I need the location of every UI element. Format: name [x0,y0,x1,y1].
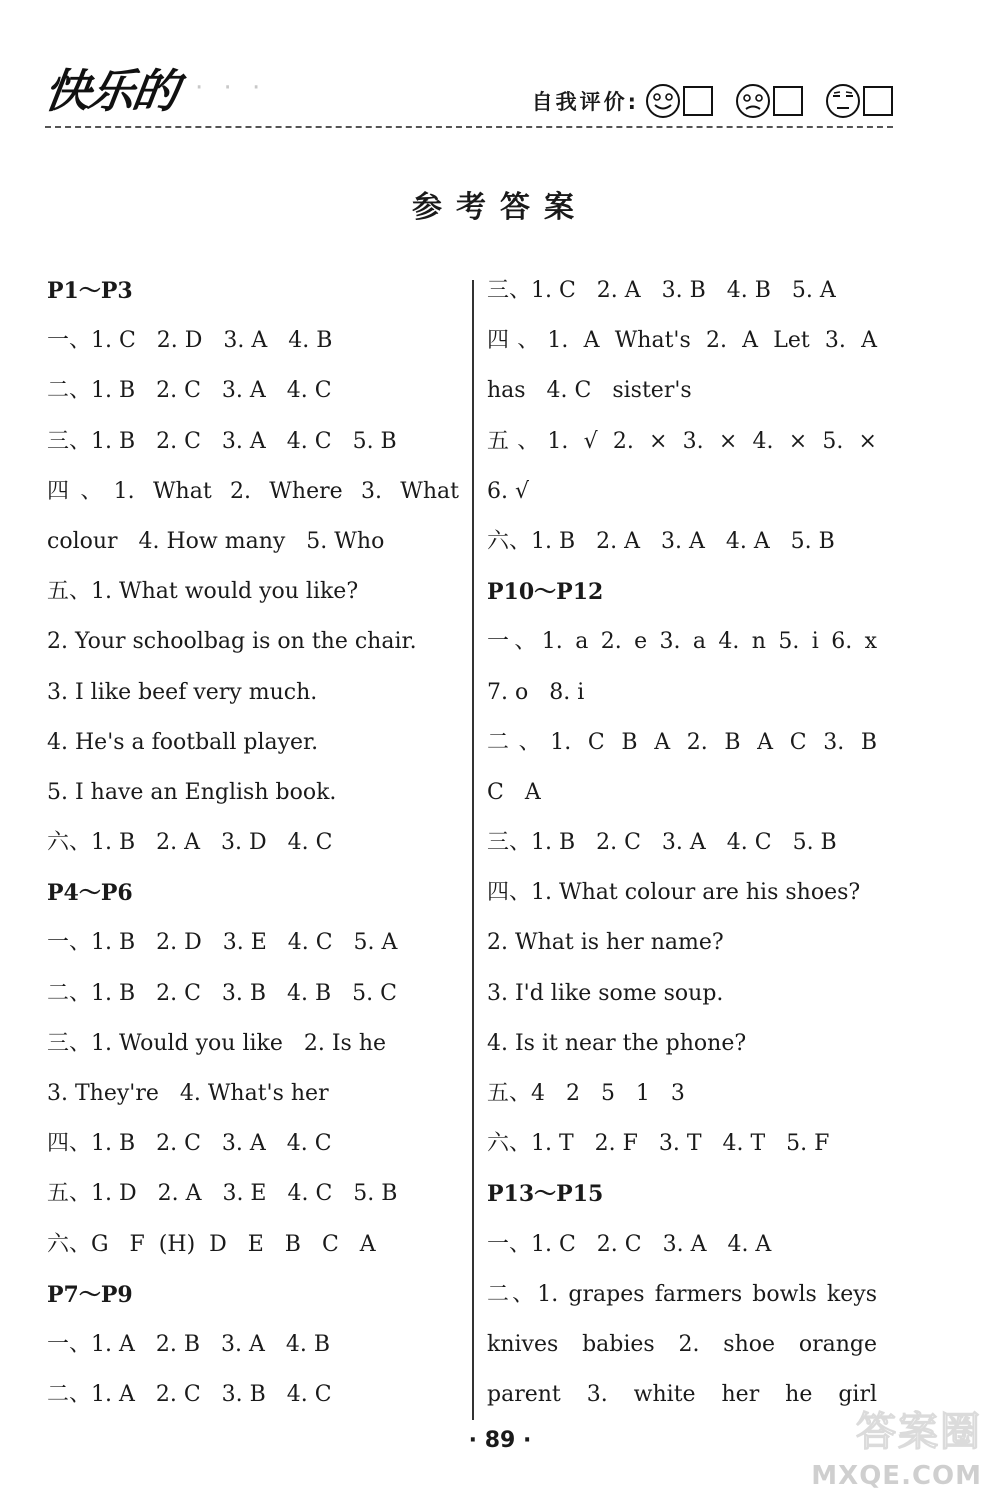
answer-line: 三、1. C 2. A 3. B 4. B 5. A [487,278,836,303]
answer-line: 3. I like beef very much. [47,679,318,705]
rating-box[interactable] [683,86,713,116]
self-evaluation [532,83,893,119]
section-heading: P10～P12 [487,579,604,606]
answer-line: 7. o 8. i [487,679,585,705]
watermark-cn: 答案圈 [856,1409,982,1455]
answer-line: 六、1. B 2. A 3. A 4. A 5. B [487,528,835,554]
column-divider [472,280,474,1420]
section-heading: P1～P3 [47,278,133,304]
answer-line: 五、1. D 2. A 3. E 4. C 5. B [47,1181,398,1207]
answer-line: 4. Is it near the phone? [487,1030,747,1056]
answer-line: 三、1. B 2. C 3. A 4. C 5. B [47,428,397,454]
sleepy-face-icon [825,83,861,119]
worried-face-icon [735,83,771,119]
right-answer-column [487,266,877,1420]
section-heading: P4～P6 [47,880,133,907]
answer-line: 一、1. C 2. D 3. A 4. B [47,328,333,354]
answer-line: 4. He's a football player. [47,729,319,755]
rating-box[interactable] [773,86,803,116]
answer-line: 一、1. B 2. D 3. E 4. C 5. A [47,930,398,956]
section-heading: P7～P9 [47,1281,133,1308]
answer-line: 3. I'd like some soup. [487,980,724,1006]
answer-line: 一、1. C 2. C 3. A 4. A [487,1231,772,1257]
answer-line: 六、1. B 2. A 3. D 4. C [47,830,333,856]
answer-line: 二、1. C B A 2. B A C 3. B [487,729,877,755]
answer-line: 二、1. B 2. C 3. A 4. C [47,378,332,404]
header-divider [45,126,893,128]
page-title: 参考答案 [412,190,588,225]
answer-line: 二、1. B 2. C 3. B 4. B 5. C [47,980,398,1006]
answer-line: 一、1. A 2. B 3. A 4. B [47,1331,330,1357]
page-header [40,55,893,135]
answer-line: 2. Your schoolbag is on the chair. [47,629,417,655]
answer-line: has 4. C sister's [487,378,692,404]
watermark-logo [792,1400,992,1495]
answer-line: 五、4 2 5 1 3 [487,1081,685,1106]
answer-line: 2. What is her name? [487,930,724,956]
answer-line: 3. They're 4. What's her [47,1081,329,1106]
answer-line: parent 3. white her he girl [487,1382,877,1408]
answer-line: 5. I have an English book. [47,779,337,805]
answer-line: 二、1. A 2. C 3. B 4. C [47,1382,332,1408]
smile-face-icon [645,83,681,119]
answer-line: knives babies 2. shoe orange [487,1331,877,1357]
answer-line: 五、1. √ 2. × 3. × 4. × 5. × [487,428,877,454]
section-heading: P13～P15 [487,1181,604,1208]
answer-line: 四、1. A What's 2. A Let 3. A [487,328,877,354]
answer-line: 五、1. What would you like? [47,579,359,605]
left-answer-column [47,266,459,1420]
answer-line: 二、1. grapes farmers bowls keys [487,1281,877,1307]
answer-line: 三、1. B 2. C 3. A 4. C 5. B [487,830,837,856]
answer-line: 三、1. Would you like 2. Is he [47,1030,387,1056]
answer-line: 六、G F (H) D E B C A [47,1231,376,1257]
answer-line: C A [487,779,541,805]
page-number: · 89 · [468,1428,532,1453]
answer-line: 6. √ [487,478,530,504]
answer-line: 四、1. B 2. C 3. A 4. C [47,1131,332,1157]
logo-faded-decoration: · · · [195,73,267,103]
book-logo: 快乐的 [40,64,181,118]
answer-line: 一、1. a 2. e 3. a 4. n 5. i 6. x [487,629,877,655]
self-eval-label: 自我评价: [531,90,639,114]
answer-line: colour 4. How many 5. Who [47,528,385,554]
answer-line: 四、1. What 2. Where 3. What [47,478,459,504]
answer-line: 四、1. What colour are his shoes? [487,880,861,906]
rating-box[interactable] [863,86,893,116]
watermark-url: MXQE.COM [811,1461,982,1491]
answer-line: 六、1. T 2. F 3. T 4. T 5. F [487,1131,830,1157]
